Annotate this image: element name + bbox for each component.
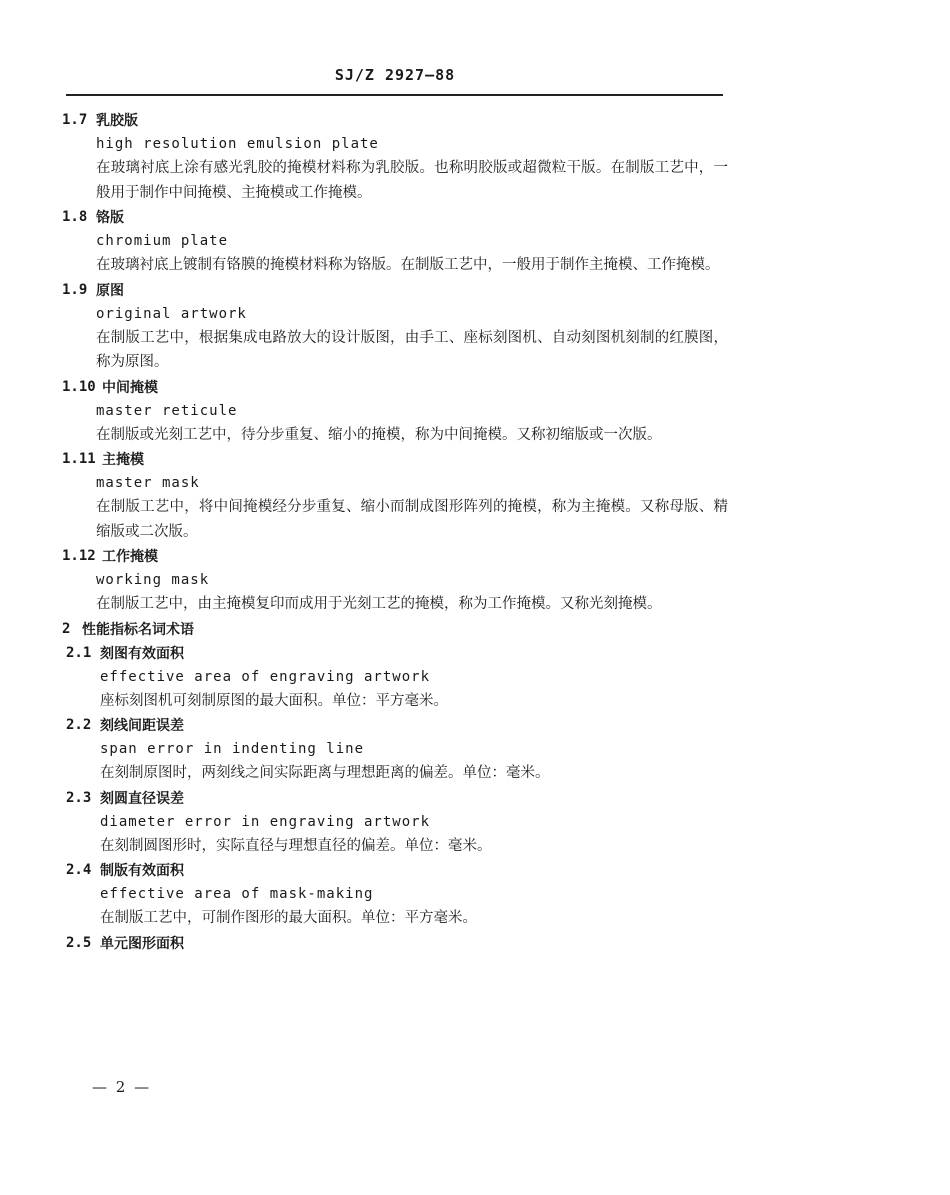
term-english: effective area of mask-making: [100, 886, 374, 902]
term-definition: 在刻制原图时，两刻线之间实际距离与理想距离的偏差。单位：毫米。: [100, 765, 550, 781]
term-definition: 在玻璃衬底上镀制有铬膜的掩模材料称为铬版。在制版工艺中，一般用于制作主掩模、工作掩模。: [96, 257, 720, 273]
term-2-4: [62, 858, 728, 931]
term-title: 乳胶版: [96, 113, 138, 129]
header-rule: [66, 94, 723, 96]
term-title: 主掩模: [102, 452, 144, 468]
term-heading: [62, 544, 728, 568]
term-title: 中间掩模: [102, 379, 158, 396]
term-2-2: [62, 713, 728, 786]
term-number: 2.1: [66, 644, 92, 661]
term-1-7: [62, 108, 728, 205]
term-1-10: [62, 375, 728, 448]
term-heading: [62, 447, 728, 471]
term-heading: [62, 205, 728, 229]
term-title: 铬版: [96, 210, 124, 226]
term-heading: [62, 278, 728, 302]
term-title: 刻线间距误差: [100, 718, 184, 734]
term-heading: [66, 713, 728, 737]
term-number: 2.2: [66, 717, 92, 733]
term-english: master mask: [96, 475, 200, 491]
term-definition: 在制版工艺中，可制作图形的最大面积。单位：平方毫米。: [100, 910, 477, 926]
term-number: 2.3: [66, 789, 92, 806]
term-2-3: [62, 786, 728, 859]
term-number: 1.12: [62, 548, 96, 564]
term-definition: 在玻璃衬底上涂有感光乳胶的掩模材料称为乳胶版。也称明胶版或超微粒干版。在制版工艺中，一般用于制作中间掩模、主掩模或工作掩模。: [96, 160, 728, 201]
term-english: chromium plate: [96, 233, 229, 249]
term-english: effective area of engraving artwork: [100, 668, 431, 685]
page-content: [62, 108, 728, 955]
term-title: 刻图有效面积: [100, 645, 184, 662]
term-heading: [62, 108, 728, 132]
term-1-11: [62, 447, 728, 544]
term-2-5: [62, 931, 728, 955]
page-number: — 2 —: [92, 1078, 152, 1096]
term-definition: 在制版或光刻工艺中，待分步重复、缩小的掩模，称为中间掩模。又称初缩版或一次版。: [96, 426, 662, 443]
term-1-12: [62, 544, 728, 617]
term-number: 1.10: [62, 378, 96, 395]
term-number: 1.9: [62, 281, 88, 298]
term-1-8: [62, 205, 728, 278]
term-heading: [66, 931, 728, 955]
term-number: 2.5: [66, 934, 92, 951]
term-definition: 在制版工艺中，根据集成电路放大的设计版图，由手工、座标刻图机、自动刻图机刻制的红膜图，称为原图。: [96, 329, 728, 370]
section-title: 性能指标名词术语: [82, 621, 194, 638]
term-number: 1.11: [62, 451, 96, 467]
term-definition: 座标刻图机可刻制原图的最大面积。单位：平方毫米。: [100, 692, 448, 709]
term-definition: 在制版工艺中，将中间掩模经分步重复、缩小而制成图形阵列的掩模，称为主掩模。又称母版、精缩版或二次版。: [96, 499, 728, 540]
term-title: 工作掩模: [102, 549, 158, 565]
term-number: 1.7: [62, 112, 88, 128]
term-definition: 在刻制圆图形时，实际直径与理想直径的偏差。单位：毫米。: [100, 837, 492, 854]
term-definition: 在制版工艺中，由主掩模复印而成用于光刻工艺的掩模，称为工作掩模。又称光刻掩模。: [96, 596, 662, 612]
standard-code-header: SJ/Z 2927—88: [334, 66, 456, 84]
term-title: 原图: [96, 282, 124, 299]
section-heading: [62, 617, 728, 641]
term-title: 单元图形面积: [100, 935, 184, 952]
term-title: 制版有效面积: [100, 863, 184, 879]
term-english: span error in indenting line: [100, 741, 365, 757]
term-2-1: [62, 641, 728, 714]
term-number: 2.4: [66, 862, 92, 878]
term-english: original artwork: [96, 305, 247, 322]
term-english: working mask: [96, 572, 210, 588]
section-number: 2: [62, 620, 71, 637]
term-english: diameter error in engraving artwork: [100, 813, 431, 830]
term-heading: [66, 641, 728, 665]
term-title: 刻圆直径误差: [100, 790, 184, 807]
term-number: 1.8: [62, 209, 88, 225]
term-english: high resolution emulsion plate: [96, 136, 379, 152]
term-heading: [62, 375, 728, 399]
term-1-9: [62, 278, 728, 375]
term-english: master reticule: [96, 402, 238, 419]
term-heading: [66, 786, 728, 810]
term-heading: [66, 858, 728, 882]
